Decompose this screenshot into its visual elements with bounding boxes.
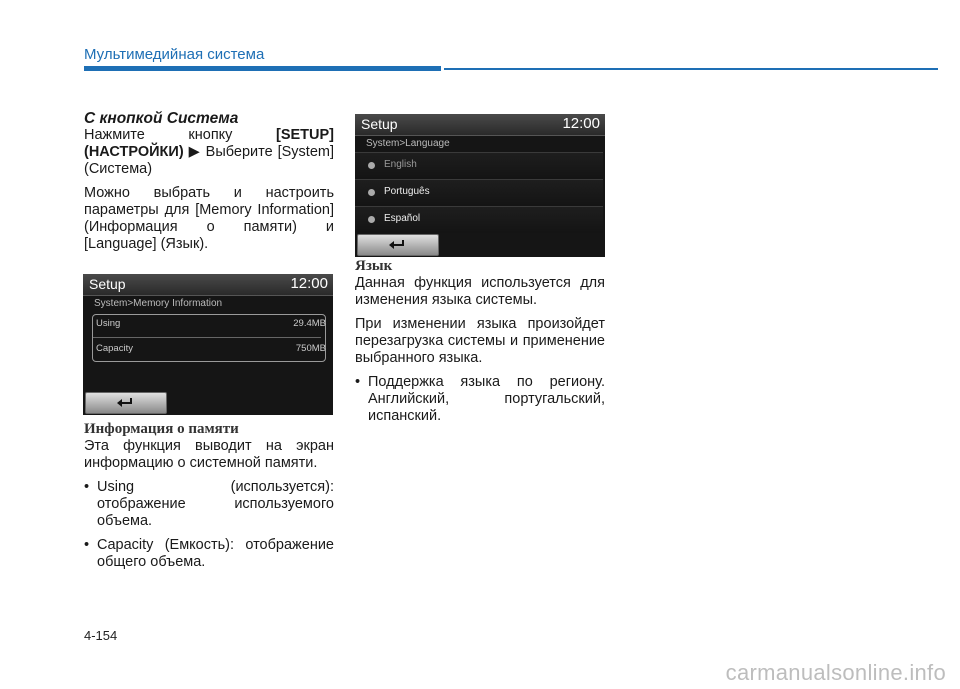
watermark: carmanualsonline.info — [725, 660, 946, 685]
section-heading-system: С кнопкой Система — [84, 110, 239, 127]
memory-bullet-list — [84, 479, 334, 571]
memory-row-label: Using — [96, 318, 121, 329]
language-screen — [355, 114, 605, 257]
memory-row-using — [96, 314, 326, 334]
header-rule-thick — [84, 66, 441, 71]
memory-row-value: 29.4MB — [293, 318, 326, 329]
radio-dot-icon — [368, 216, 375, 223]
back-arrow-icon — [388, 238, 406, 250]
memory-row-value: 750MB — [295, 343, 326, 354]
radio-dot-icon — [368, 162, 375, 169]
radio-dot-icon — [368, 189, 375, 196]
section-heading-memory: Информация о памяти — [84, 421, 239, 437]
screen-title-bar — [83, 274, 333, 296]
section-heading-language: Язык — [355, 258, 393, 274]
page-number: 4-154 — [84, 628, 118, 643]
arrow-right-icon: ▶ — [188, 144, 201, 160]
screen-breadcrumb: System>Memory Information — [94, 298, 223, 309]
language-option-espanol[interactable] — [355, 206, 603, 233]
language-option-label: English — [384, 159, 417, 170]
memory-description: Эта функция выводит на экран информацию о системной памяти. — [84, 438, 334, 471]
language-option-english[interactable] — [355, 152, 603, 179]
list-item: • Using (используется): отображение используемого объема. — [84, 479, 334, 530]
language-section — [355, 258, 605, 432]
options-paragraph: Можно выбрать и настроить параметры для [Memory Information] (Информация о памяти) и [Language] (Язык). — [84, 185, 334, 252]
instruction-paragraph — [84, 127, 334, 178]
header-title: Мультимедийная система — [84, 46, 265, 63]
language-bullet-list — [355, 374, 605, 425]
screen-clock: 12:00 — [290, 275, 328, 292]
memory-row-capacity — [96, 339, 326, 359]
language-option-label: Português — [384, 186, 430, 197]
language-option-label: Español — [384, 213, 421, 224]
screen-clock: 12:00 — [562, 115, 600, 132]
instruction-text-c: Выберите [System] (Система) — [84, 144, 335, 177]
screen-title: Setup — [361, 116, 398, 132]
back-button[interactable] — [85, 392, 167, 414]
memory-row-divider — [93, 337, 321, 338]
setup-key-label: [SETUP] (НАСТРОЙКИ) — [84, 127, 334, 160]
language-description: Данная функция используется для изменения языка системы. — [355, 275, 605, 308]
screen-breadcrumb: System>Language — [366, 138, 450, 149]
memory-section — [84, 421, 334, 578]
instruction-text-a: Нажмите кнопку — [84, 127, 276, 143]
screen-title: Setup — [89, 276, 126, 292]
list-item: • Capacity (Емкость): отображение общего объема. — [84, 537, 334, 571]
back-arrow-icon — [116, 396, 134, 408]
list-item: • Поддержка языка по региону. Английский, португальский, испанский. — [355, 374, 605, 425]
language-option-portugues[interactable] — [355, 179, 603, 206]
header-rule-thin — [444, 68, 938, 70]
screen-title-bar — [355, 114, 605, 136]
left-column — [84, 110, 334, 260]
back-button[interactable] — [357, 234, 439, 256]
memory-row-label: Capacity — [96, 343, 133, 354]
language-reboot-note: При изменении языка произойдет перезагрузка системы и применение выбранного языка. — [355, 316, 605, 366]
memory-info-screen — [83, 274, 333, 415]
